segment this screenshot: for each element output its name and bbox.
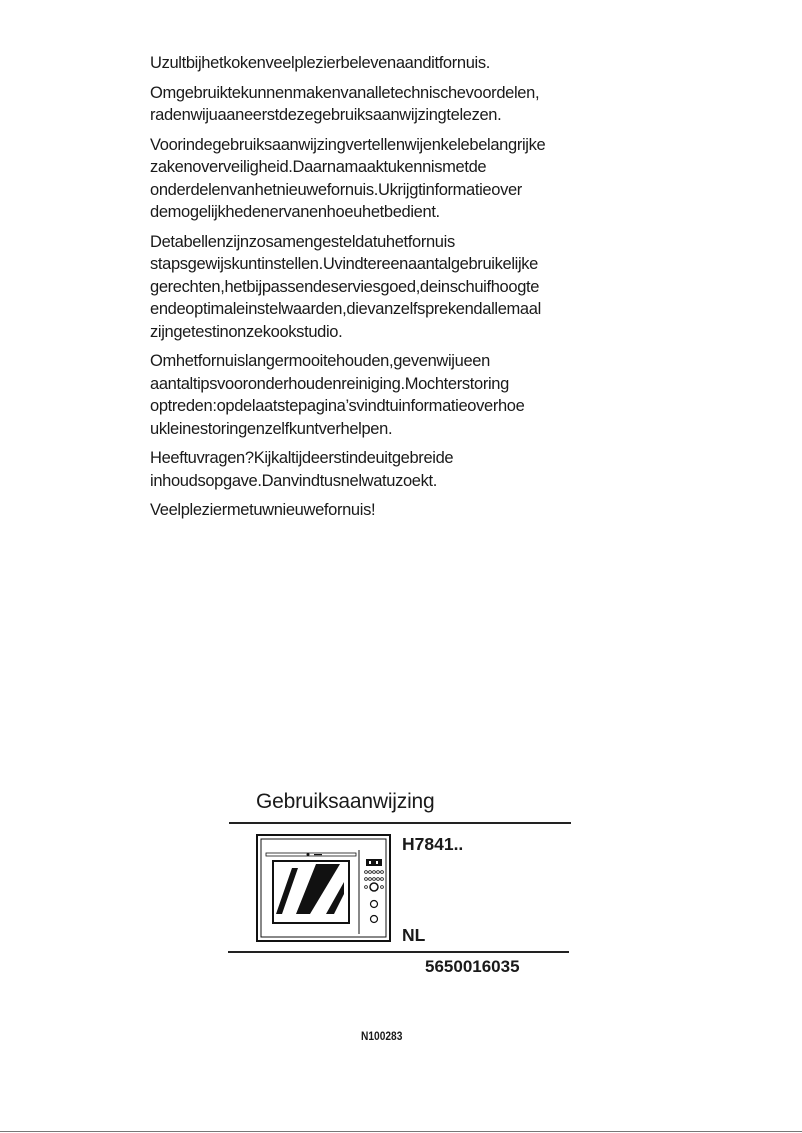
model-number: H7841.. (402, 834, 464, 854)
intro-paragraph: Uzultbijhetkokenveelplezierbelevenaanditfornuis. (150, 54, 491, 72)
language-code: NL (402, 925, 426, 945)
intro-paragraph: Voorindegebruiksaanwijzingvertellenwijenkelebelangrijke zakenoverveiligheid.Daarnamaaktukennismetde onderdelenvanhetnieuwefornuis.Ukrijgtinformatieover demogelijkhedenervanenhoeuhetbedient. (150, 135, 546, 221)
divider-bottom (228, 951, 569, 953)
manual-title: Gebruiksaanwijzing (256, 790, 435, 813)
intro-text (150, 52, 620, 529)
intro-paragraph: Omgebruiktekunnenmakenvanalletechnischevoordelen, radenwijuaaneerstdezegebruiksaanwijzingtelezen. (150, 83, 540, 124)
intro-paragraph: Veelpleziermetuwnieuwefornuis! (150, 501, 376, 519)
intro-paragraph: Detabellenzijnzosamengesteldatuhetfornuis stapsgewijskuntinstellen.Uvindtereenaantalgebruikelijke gerechten,hetbijpassendeserviesgoed,deinschuifhoogte endeoptimaleinstelwaarden,dievanzelfsprekendallemaal zijngetestinonzekookstudio. (150, 232, 541, 341)
divider-top (229, 822, 571, 824)
part-number: 5650016035 (425, 957, 520, 976)
intro-paragraph: Heeftuvragen?Kijkaltijdeerstindeuitgebreide inhoudsopgave.Danvindtusnelwatuzoekt. (150, 449, 454, 490)
document-number: N100283 (361, 1029, 403, 1043)
oven-illustration-icon (256, 834, 391, 942)
intro-paragraph: Omhetfornuislangermooitehouden,gevenwijueen aantaltipsvooronderhoudenreiniging.Mochterstoring optreden:opdelaatstepagina’svindtuinformatieoverhoe ukleinestoringenzelfkuntverhelpen. (150, 352, 525, 438)
page-bottom-rule (0, 1131, 802, 1132)
